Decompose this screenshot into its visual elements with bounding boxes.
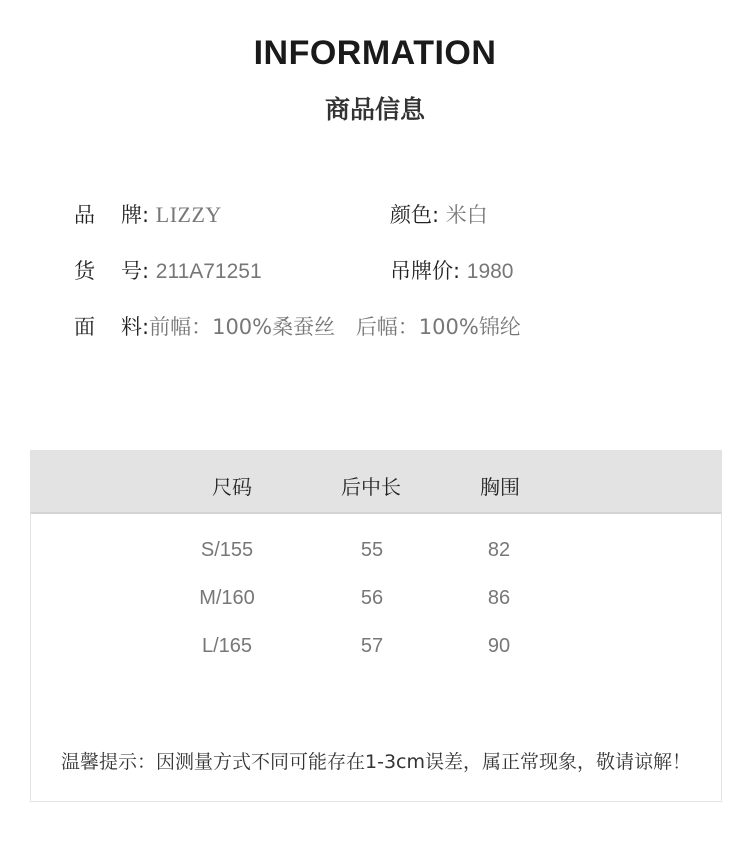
page-title-cn: 商品信息 — [324, 95, 425, 124]
table-cell: 82 — [487, 539, 511, 561]
table-cell: 57 — [360, 635, 384, 657]
color-label: 颜色: — [390, 203, 440, 227]
size-table — [30, 450, 722, 802]
table-cell: 55 — [360, 539, 384, 561]
fabric-row — [74, 311, 521, 341]
price-row — [390, 255, 513, 285]
brand-label-a: 品 — [74, 203, 95, 227]
header-size: 尺码 — [212, 475, 252, 499]
table-cell: S/155 — [200, 539, 254, 561]
brand-row — [74, 199, 222, 229]
fabric-front: 前幅：100%桑蚕丝 — [149, 315, 336, 339]
header-length: 后中长 — [341, 475, 401, 499]
brand-value: LIZZY — [155, 202, 222, 227]
price-label: 吊牌价: — [390, 259, 461, 283]
brand-label-b: 牌: — [121, 203, 150, 227]
fabric-label-b: 料: — [121, 315, 150, 339]
fabric-label-a: 面 — [74, 315, 95, 339]
measurement-note: 温馨提示：因测量方式不同可能存在1-3cm误差，属正常现象，敬请谅解！ — [61, 751, 691, 773]
sku-value: 211A71251 — [155, 260, 262, 283]
table-cell: 56 — [360, 587, 384, 609]
table-cell: 90 — [487, 635, 511, 657]
color-row — [390, 199, 488, 229]
sku-row — [74, 255, 262, 285]
price-value: 1980 — [466, 260, 514, 283]
color-value: 米白 — [445, 203, 488, 227]
sku-label-b: 号: — [121, 259, 150, 283]
table-cell: 86 — [487, 587, 511, 609]
table-cell: M/160 — [199, 587, 255, 609]
size-table-header — [31, 451, 721, 514]
page-title-en: INFORMATION — [253, 34, 497, 72]
table-cell: L/165 — [201, 635, 253, 657]
sku-label-a: 货 — [74, 259, 95, 283]
fabric-back: 后幅：100%锦纶 — [355, 315, 521, 339]
header-bust: 胸围 — [480, 475, 520, 499]
